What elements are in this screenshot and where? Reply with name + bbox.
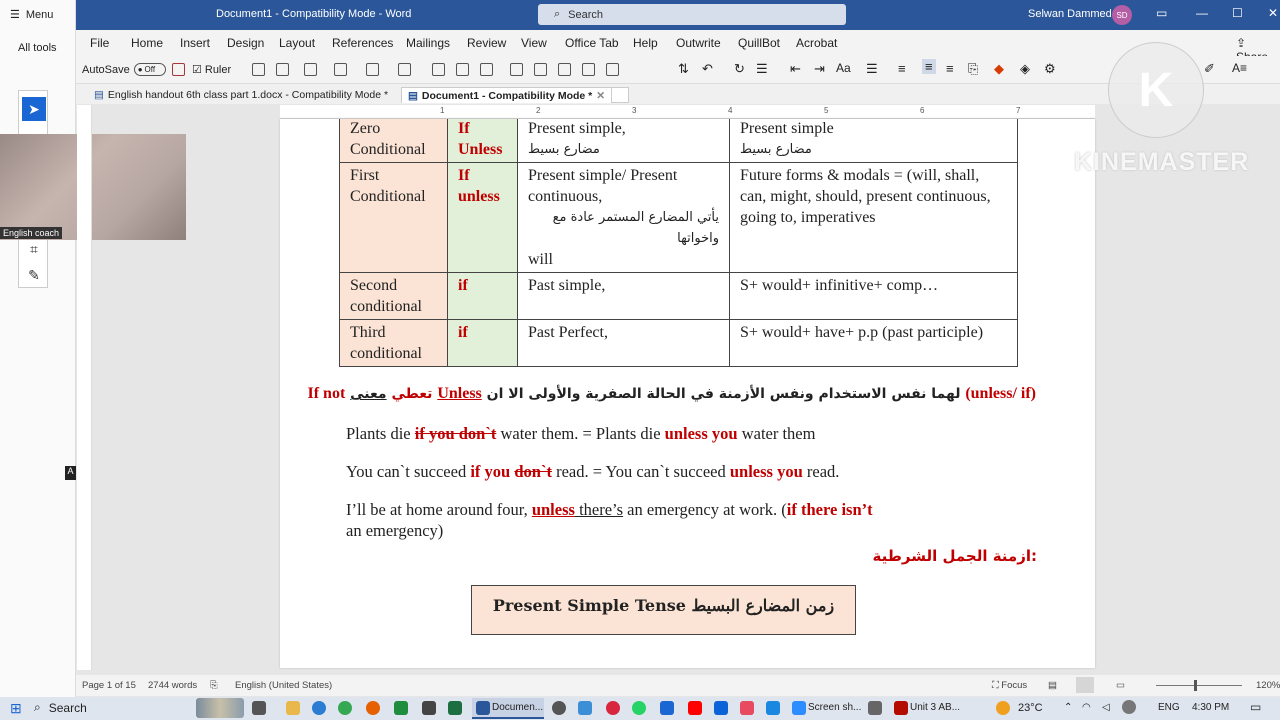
zoom-meeting-icon[interactable]: [792, 701, 806, 715]
taskbar-label: Documen...: [492, 702, 544, 713]
text: You can`t succeed: [346, 462, 471, 481]
webcam-overlay: [0, 134, 186, 240]
user-name: Selwan Dammed: [1028, 8, 1112, 20]
text: read.: [802, 462, 840, 481]
red-text: unless: [531, 500, 575, 519]
close-icon[interactable]: ✕: [1268, 6, 1279, 20]
grid-icon[interactable]: [480, 63, 493, 76]
table-row: [340, 320, 1018, 367]
table-cell: [518, 163, 730, 273]
table-cell: Past simple,: [518, 273, 730, 320]
ruler-number: 2: [536, 106, 541, 115]
tab-file[interactable]: File: [90, 36, 110, 50]
print-icon[interactable]: [334, 63, 347, 76]
tab-insert[interactable]: Insert: [180, 36, 211, 50]
undo-icon[interactable]: ↶: [702, 61, 713, 76]
indent-icon[interactable]: ⇤: [790, 61, 801, 76]
tab-design[interactable]: Design: [227, 36, 265, 50]
task-view-icon[interactable]: [252, 701, 266, 715]
table-cell: if: [448, 273, 518, 320]
cell-arabic: يأتي المضارع المستمر عادة مع واخواتها: [552, 210, 719, 246]
app-icon[interactable]: [606, 701, 620, 715]
app-icon[interactable]: [868, 701, 882, 715]
table-cell: S+ would+ have+ p.p (past participle): [730, 320, 1018, 367]
cell-text: Present simple,: [528, 120, 626, 137]
read-mode-icon[interactable]: ▤: [1048, 680, 1057, 691]
underlined-text: there’s: [574, 500, 624, 519]
toggle-switch: ● Off: [134, 63, 166, 76]
arabic-text: لهما نفس الاستخدام ونفس الأزمنة في الحالة الصفرية والأولى الا ان: [486, 386, 961, 402]
struck-text: if you don`t: [414, 424, 497, 443]
title-bar: [76, 0, 1280, 30]
windows-start-icon[interactable]: ⊞: [10, 700, 22, 716]
left-app-strip: [0, 0, 76, 697]
align-center-icon[interactable]: ≡: [922, 59, 936, 74]
weather-icon[interactable]: [996, 701, 1010, 715]
table-cell: Second conditional: [340, 273, 448, 320]
focus-icon: ⛶: [992, 680, 1002, 691]
taskbar-label[interactable]: Unit 3 AB...: [910, 702, 961, 713]
chrome-icon[interactable]: [338, 701, 352, 715]
taskbar-search[interactable]: [34, 700, 87, 715]
insert-icon[interactable]: [366, 63, 379, 76]
hamburger-icon: ☰: [10, 9, 20, 21]
font-case-icon[interactable]: Aa: [836, 61, 851, 75]
search-box[interactable]: [538, 4, 846, 25]
taskbar-search-label: Search: [48, 700, 87, 715]
outdent-icon[interactable]: ⇥: [814, 61, 825, 76]
table-row: [340, 119, 1018, 163]
example-sentence-3-cont: an emergency): [346, 521, 444, 540]
cell-text: will: [528, 251, 553, 268]
tenses-heading: ازمنة الجمل الشرطية:: [872, 547, 1037, 565]
a-marker-icon: A: [65, 466, 76, 480]
ruler-number: 5: [824, 106, 829, 115]
vertical-ruler[interactable]: [77, 105, 92, 670]
menu-button[interactable]: [10, 8, 53, 21]
text: read. = You can`t succeed: [551, 462, 730, 481]
autosave-toggle[interactable]: [82, 63, 166, 76]
red-text: if you: [470, 462, 515, 481]
align-icon[interactable]: [432, 63, 445, 76]
page-count[interactable]: Page 1 of 15: [82, 680, 136, 691]
search-icon: ⌕: [34, 700, 41, 714]
table-cell: [730, 119, 1018, 163]
text-style-icon[interactable]: A≡: [1232, 61, 1248, 75]
app-icon[interactable]: [766, 701, 780, 715]
word-count[interactable]: 2744 words: [148, 680, 198, 691]
tab-help[interactable]: Help: [633, 36, 658, 50]
avatar[interactable]: SD: [1112, 5, 1132, 25]
cell-arabic: مضارع بسيط: [528, 142, 600, 157]
web-layout-icon[interactable]: ▭: [1116, 680, 1125, 691]
paste-icon[interactable]: ⎘: [968, 61, 979, 76]
zoom-slider[interactable]: [1156, 685, 1242, 686]
share-icon: ⇪: [1236, 36, 1247, 50]
doc-tab-document1[interactable]: [401, 87, 612, 103]
pen-icon[interactable]: ✐: [1204, 61, 1215, 76]
table-cell: Past Perfect,: [518, 320, 730, 367]
red-text: Unless: [437, 385, 482, 402]
sort-icon[interactable]: ⇅: [678, 61, 689, 76]
zoom-icon[interactable]: [578, 701, 592, 715]
select-cursor-icon[interactable]: ➤: [22, 97, 46, 121]
merge-icon[interactable]: [510, 63, 523, 76]
search-label: Search: [568, 8, 604, 21]
open-icon[interactable]: [304, 63, 317, 76]
focus-label: Focus: [1001, 680, 1028, 691]
table-cell: [518, 119, 730, 163]
new-tab-button[interactable]: [611, 87, 629, 103]
table-row: [340, 163, 1018, 273]
table-cell: If Unless: [448, 119, 518, 163]
zoom-level[interactable]: 120%: [1256, 680, 1280, 691]
word-doc-icon: ▤: [94, 89, 104, 101]
chevron-up-icon[interactable]: ⌃: [1064, 702, 1073, 713]
autosave-label: AutoSave: [82, 63, 130, 76]
whatsapp-icon[interactable]: [632, 701, 646, 715]
tab-office-tab[interactable]: Office Tab: [565, 36, 619, 50]
maximize-icon[interactable]: ☐: [1232, 6, 1243, 20]
file-explorer-icon[interactable]: [286, 701, 300, 715]
word-icon: [476, 701, 490, 715]
tab-references[interactable]: References: [332, 36, 394, 50]
tab-acrobat[interactable]: Acrobat: [796, 36, 838, 50]
table-cell: S+ would+ infinitive+ comp…: [730, 273, 1018, 320]
kinemaster-logo: K: [1108, 42, 1204, 138]
bullets-icon[interactable]: ☰: [866, 61, 878, 76]
search-icon: ⌕: [554, 8, 561, 20]
text: I’ll be at home around four,: [346, 500, 532, 519]
window-title: Document1 - Compatibility Mode - Word: [216, 8, 412, 20]
volume-icon[interactable]: ◁: [1102, 702, 1110, 713]
doc-tab-label: English handout 6th class part 1.docx - Compatibility Mode *: [107, 89, 389, 101]
ribbon-tabs: [76, 30, 1280, 56]
photos-icon[interactable]: [740, 701, 754, 715]
ribbon-display-icon[interactable]: ▭: [1156, 6, 1168, 20]
text: water them. = Plants die: [496, 424, 665, 443]
format-icon[interactable]: ⚙: [1044, 61, 1056, 76]
present-simple-box: Present Simple Tense زمن المضارع البسيط: [471, 585, 856, 635]
ruler-number: 6: [920, 106, 925, 115]
line-spacing-icon[interactable]: ☰: [756, 61, 768, 76]
redo-icon[interactable]: ↻: [734, 61, 745, 76]
search-highlight-image: [196, 698, 244, 718]
tab-home[interactable]: Home: [131, 36, 164, 50]
align-right-icon[interactable]: ≡: [946, 61, 954, 76]
paint-icon[interactable]: ◆: [994, 61, 1004, 76]
conditionals-table: [339, 119, 1018, 367]
taskbar-label[interactable]: Screen sh...: [808, 702, 862, 713]
example-sentence-3: [346, 500, 873, 520]
split-icon[interactable]: [534, 63, 547, 76]
app-icon[interactable]: [422, 701, 436, 715]
language[interactable]: English (United States): [235, 680, 333, 691]
struck-text: don`t: [514, 462, 552, 481]
table-cell: if: [448, 320, 518, 367]
tab-outwrite[interactable]: Outwrite: [676, 36, 721, 50]
doc-tab-handout[interactable]: [88, 87, 394, 103]
checkbox-icon: ☑: [192, 64, 202, 76]
input-language[interactable]: ENG: [1158, 702, 1180, 713]
excel-icon[interactable]: [448, 701, 462, 715]
red-text: (unless/ if): [965, 385, 1036, 402]
document-page[interactable]: [280, 119, 1095, 668]
table-cell: Zero Conditional: [340, 119, 448, 163]
status-bar: [76, 675, 1280, 696]
red-text: If not: [307, 385, 346, 402]
ruler-number: 7: [1016, 106, 1021, 115]
arabic-explanation: [307, 385, 1036, 403]
draw-icon[interactable]: ✎: [28, 266, 40, 283]
app-icon[interactable]: [552, 701, 566, 715]
notification-icon[interactable]: ▭: [1250, 700, 1262, 714]
edge-icon[interactable]: [312, 701, 326, 715]
firefox-icon[interactable]: [366, 701, 380, 715]
red-text: unless you: [664, 424, 738, 443]
arabic-text: معنى: [350, 386, 387, 402]
facebook-icon[interactable]: [660, 701, 674, 715]
minimize-icon[interactable]: —: [1196, 6, 1208, 20]
ruler-number: 1: [440, 106, 445, 115]
autosave-state: Off: [144, 65, 156, 74]
grammarly-icon[interactable]: [394, 701, 408, 715]
red-text: if there isn’t: [786, 500, 873, 519]
menu-label: Menu: [25, 8, 54, 21]
kinemaster-watermark: KINEMASTER: [1074, 148, 1250, 176]
ruler-label: Ruler: [204, 63, 232, 76]
table-cell: Third conditional: [340, 320, 448, 367]
text-select-icon[interactable]: ⌗: [30, 240, 38, 257]
ruler-number: 3: [632, 106, 637, 115]
red-text: unless you: [729, 462, 803, 481]
clock[interactable]: 4:30 PM: [1192, 702, 1230, 713]
example-sentence-1: [346, 424, 815, 444]
mail-icon[interactable]: [714, 701, 728, 715]
doc-tab-label: Document1 - Compatibility Mode *: [421, 89, 593, 102]
all-tools-button[interactable]: All tools: [18, 42, 57, 54]
tab-view[interactable]: View: [521, 36, 547, 50]
red-text: تعطي: [391, 386, 433, 402]
table-cell: Future forms & modals = (will, shall, can, might, should, present continuous, going to, imperatives: [730, 163, 1018, 273]
network-icon[interactable]: ◠: [1082, 702, 1091, 713]
document-tabs: [76, 84, 1280, 104]
align-left-icon[interactable]: ≡: [898, 61, 906, 76]
webcam-label: English coach: [0, 227, 62, 239]
word-doc-icon: ▤: [408, 89, 418, 102]
table-cell: First Conditional: [340, 163, 448, 273]
example-sentence-2: [346, 462, 839, 482]
close-tab-icon[interactable]: ✕: [596, 89, 606, 102]
tab-mailings[interactable]: Mailings: [406, 36, 451, 50]
proofing-icon[interactable]: ⎘: [210, 680, 218, 691]
table-icon[interactable]: [252, 63, 265, 76]
ruler-number: 4: [728, 106, 733, 115]
youtube-icon[interactable]: [688, 701, 702, 715]
horizontal-ruler[interactable]: [280, 105, 1095, 119]
new-doc-icon[interactable]: [276, 63, 289, 76]
rows-icon[interactable]: [558, 63, 571, 76]
onedrive-icon[interactable]: [1122, 700, 1136, 714]
ruler-checkbox[interactable]: [192, 63, 231, 76]
tab-layout[interactable]: Layout: [279, 36, 316, 50]
print-layout-icon[interactable]: [1076, 677, 1094, 693]
text: Plants die: [346, 424, 415, 443]
table-row: [340, 273, 1018, 320]
tab-quillbot[interactable]: QuillBot: [738, 36, 781, 50]
temperature[interactable]: 23°C: [1018, 702, 1043, 714]
cell-text: Present simple/ Present continuous,: [528, 167, 678, 205]
table-cell: If unless: [448, 163, 518, 273]
cells-icon[interactable]: [606, 63, 619, 76]
cell-text: Present simple: [740, 120, 834, 137]
tab-review[interactable]: Review: [467, 36, 507, 50]
page-icon[interactable]: [456, 63, 469, 76]
text: water them: [737, 424, 816, 443]
zoom-thumb[interactable]: [1194, 680, 1197, 691]
quick-toolbar: [76, 56, 1280, 84]
save-icon[interactable]: [172, 63, 185, 76]
taskbar: [0, 697, 1280, 720]
columns-icon[interactable]: [398, 63, 411, 76]
shading-icon[interactable]: ◈: [1020, 61, 1030, 76]
text: an emergency at work. (: [623, 500, 787, 519]
focus-button[interactable]: [992, 680, 1027, 691]
cell-arabic: مضارع بسيط: [740, 142, 812, 157]
borders-icon[interactable]: [582, 63, 595, 76]
acrobat-icon[interactable]: [894, 701, 908, 715]
